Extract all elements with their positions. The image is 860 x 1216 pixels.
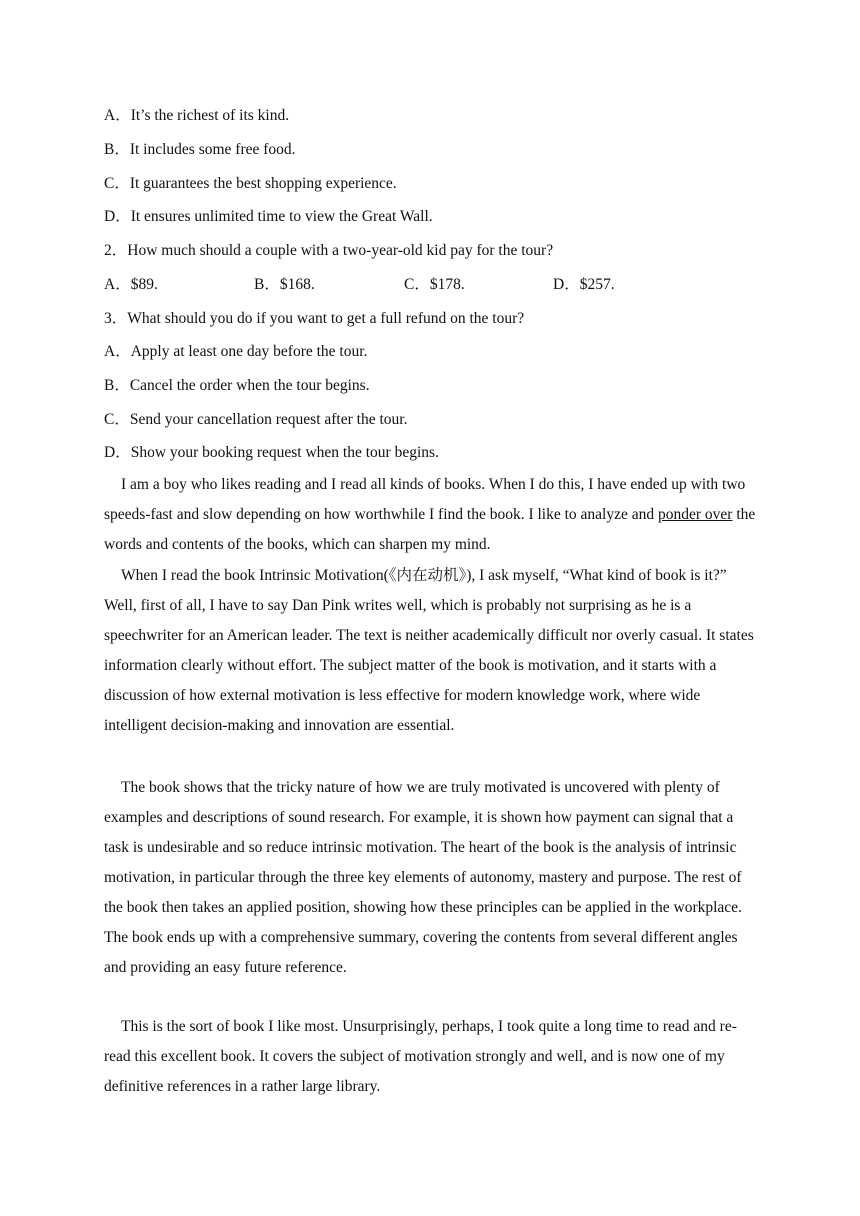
q1-option-b: B．It includes some free food. [104,141,296,158]
q1-option-a: A．It’s the richest of its kind. [104,107,290,124]
q1-option-c: C．It guarantees the best shopping experience. [104,175,397,192]
q3-option-b: B．Cancel the order when the tour begins. [104,377,370,394]
q3-option-a: A．Apply at least one day before the tour. [104,343,368,360]
underlined-phrase: ponder over [658,506,733,523]
q2-option-b: B．$168. [254,276,315,293]
paragraph-1-text-end: the words and contents of the books, which can sharpen my mind. [104,506,756,553]
paragraph-1-text-start: I am a boy who likes reading and I read all kinds of books. When I do this, I have ended up with two speeds-fast and slow depending on how worthwhile I find the book. I like to analyze and [104,476,746,523]
q3-option-c: C．Send your cancellation request after the tour. [104,411,408,428]
q2-option-d: D．$257. [553,276,615,293]
q2-option-c: C．$178. [404,276,465,293]
q2-options [104,275,664,295]
q2-option-a: A．$89. [104,276,158,293]
q3-question: 3．What should you do if you want to get a full refund on the tour? [104,310,525,327]
passage-paragraph-1 [104,470,759,560]
q2-question: 2．How much should a couple with a two-year-old kid pay for the tour? [104,242,554,259]
q3-option-d: D．Show your booking request when the tour begins. [104,444,439,461]
q1-option-d: D．It ensures unlimited time to view the Great Wall. [104,208,433,225]
passage-paragraph-4: This is the sort of book I like most. Unsurprisingly, perhaps, I took quite a long time to read and re-read this excellent book. It covers the subject of motivation strongly and well, and is now one of my definitive references in a rather large library. [104,1018,737,1095]
passage-paragraph-3: The book shows that the tricky nature of how we are truly motivated is uncovered with plenty of examples and descriptions of sound research. For example, it is shown how payment can signal that a task is undesirable and so reduce intrinsic motivation. The heart of the book is the analysis of intrinsic motivation, in particular through the three key elements of autonomy, mastery and purpose. The rest of the book then takes an applied position, showing how these principles can be applied in the workplace. The book ends up with a comprehensive summary, covering the contents from several different angles and providing an easy future reference. [104,779,742,976]
passage-paragraph-2: When I read the book Intrinsic Motivation(《内在动机》), I ask myself, “What kind of book is it?” Well, first of all, I have to say Dan Pink writes well, which is probably not surprising as he is a speechwriter for an American leader. The text is neither academically difficult nor overly casual. It states information clearly without effort. The subject matter of the book is motivation, and it starts with a discussion of how external motivation is less effective for modern knowledge work, where wide intelligent decision-making and innovation are essential. [104,567,754,734]
